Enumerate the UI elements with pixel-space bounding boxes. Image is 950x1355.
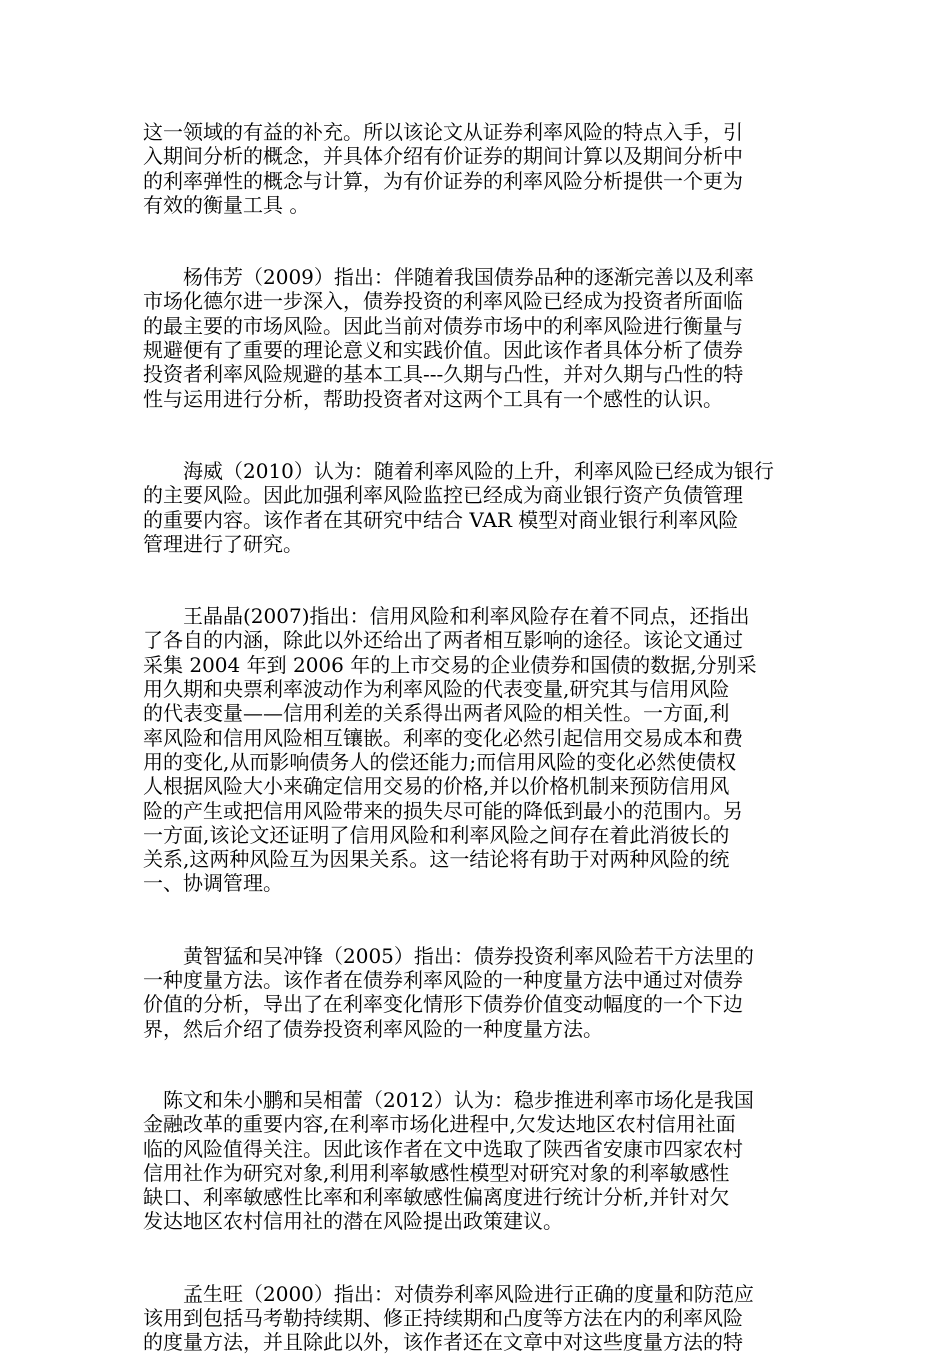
paragraph-4: 王晶晶(2007)指出：信用风险和利率风险存在着不同点，还指出 了各自的内涵，除此以外还给出了两者相互影响的途径。该论文通过 采集 2004 年到 2006 年的上市交易的企业债券和国债的数据,分别采 用久期和央票利率波动作为利率风险的代表变量,研究其与信用风险 的代表变量——信用利差的关系得出两者风险的相关性。一方面,利 率风险和信用风险相互镶嵌。利率的变化必然引起信用交易成本和费 用的变化,从而影响债务人的偿还能力;而信用风险的变化必然使债权 人根据风险大小来确定信用交易的价格,并以价格机制来预防信用风 险的产生或把信用风险带来的损失尽可能的降低到最小的范围内。另 一方面,该论文还证明了信用风险和利率风险之间存在着此消彼长的 关系,这两种风险互为因果关系。这一结论将有助于对两种风险的统 一、协调管理。: [143, 604, 757, 896]
paragraph-spacer: [143, 1234, 809, 1282]
paragraph-spacer: [143, 1041, 809, 1088]
paragraph-6: 陈文和朱小鹏和吴相蕾（2012）认为：稳步推进利率市场化是我国 金融改革的重要内容,在利率市场化进程中,欠发达地区农村信用社面 临的风险值得关注。因此该作者在文中选取了陕西省安康市四家农村 信用社作为研究对象,利用利率敏感性模型对研究对象的利率敏感性 缺口、利率敏感性比率和利率敏感性偏离度进行统计分析,并针对欠 发达地区农村信用社的潜在风险提出政策建议。: [143, 1087, 754, 1234]
paragraph-1: 这一领域的有益的补充。所以该论文从证券利率风险的特点入手，引 入期间分析的概念，并具体介绍有价证券的期间计算以及期间分析中 的利率弹性的概念与计算，为有价证券的利率风险分析提供一个更为 有效的衡量工具 。: [143, 120, 743, 217]
paragraph-7: 孟生旺（2000）指出：对债券利率风险进行正确的度量和防范应 该用到包括马考勒持续期、修正持续期和凸度等方法在内的利率风险 的度量方法，并且除此以外，该作者还在文章中对这些度量方法的特: [143, 1281, 754, 1355]
paragraph-2: 杨伟芳（2009）指出：伴随着我国债券品种的逐渐完善以及利率 市场化德尔进一步深入，债券投资的利率风险已经成为投资者所面临 的最主要的市场风险。因此当前对债券市场中的利率风险进行衡量与 规避便有了重要的理论意义和实践价值。因此该作者具体分析了债券 投资者利率风险规避的基本工具---久期与凸性，并对久期与凸性的特 性与运用进行分析，帮助投资者对这两个工具有一个感性的认识。: [143, 265, 754, 411]
paragraph-spacer: [143, 896, 809, 944]
paragraph-5: 黄智猛和吴冲锋（2005）指出：债券投资利率风险若干方法里的 一种度量方法。该作者在债券利率风险的一种度量方法中通过对债券 价值的分析，导出了在利率变化情形下债券价值变动幅度的一个下边 界，然后介绍了债券投资利率风险的一种度量方法。: [143, 943, 754, 1041]
paragraph-spacer: [143, 411, 809, 459]
paragraph-spacer: [143, 556, 809, 604]
paragraph-spacer: [143, 217, 809, 265]
document-body: [143, 120, 809, 1355]
paragraph-3: 海威（2010）认为：随着利率风险的上升，利率风险已经成为银行 的主要风险。因此加强利率风险监控已经成为商业银行资产负债管理 的重要内容。该作者在其研究中结合 VAR 模型对商业银行利率风险 管理进行了研究。: [143, 458, 774, 556]
